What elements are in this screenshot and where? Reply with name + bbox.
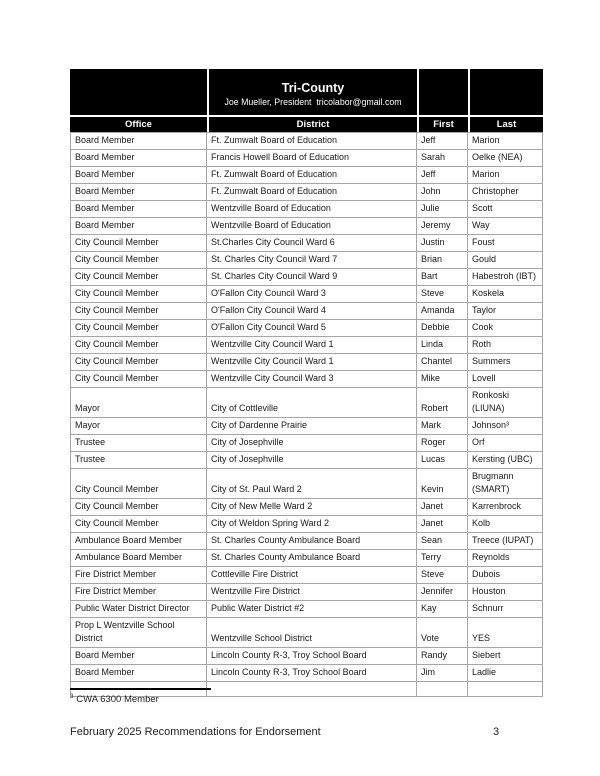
last-cell: Gould [468, 252, 543, 269]
office-cell: Board Member [70, 150, 207, 167]
last-cell: Schnurr [468, 601, 543, 618]
district-cell: St. Charles City Council Ward 7 [207, 252, 417, 269]
office-cell: Board Member [70, 132, 207, 150]
first-cell: Linda [417, 337, 468, 354]
district-cell: O'Fallon City Council Ward 4 [207, 303, 417, 320]
table-row [70, 235, 543, 252]
first-cell: Randy [417, 648, 468, 665]
last-cell: Reynolds [468, 550, 543, 567]
first-cell: Jennifer [417, 584, 468, 601]
first-cell: Debbie [417, 320, 468, 337]
office-cell: Prop L Wentzville School District [70, 618, 207, 648]
last-cell: Marion [468, 167, 543, 184]
first-cell: Chantel [417, 354, 468, 371]
table-row [70, 499, 543, 516]
banner-empty-cell-1 [70, 69, 207, 117]
last-cell: Way [468, 218, 543, 235]
district-cell: Wentzville Board of Education [207, 201, 417, 218]
banner-empty-cell-3 [468, 69, 543, 117]
office-cell: Fire District Member [70, 584, 207, 601]
last-cell: Habestroh (IBT) [468, 269, 543, 286]
column-header-district: District [207, 117, 417, 132]
first-cell: Steve [417, 567, 468, 584]
district-cell: St. Charles County Ambulance Board [207, 533, 417, 550]
first-cell: Jeremy [417, 218, 468, 235]
office-cell: City Council Member [70, 303, 207, 320]
last-cell [468, 682, 543, 697]
office-cell: City Council Member [70, 286, 207, 303]
table-row [70, 418, 543, 435]
first-cell: Janet [417, 516, 468, 533]
table-row [70, 269, 543, 286]
table-row [70, 665, 543, 682]
district-cell: City of Dardenne Prairie [207, 418, 417, 435]
table-row [70, 320, 543, 337]
table-row [70, 601, 543, 618]
table-row [70, 533, 543, 550]
footnote-divider [70, 688, 211, 690]
organization-contact: Joe Mueller, President tricolabor@gmail.com [224, 96, 402, 107]
district-cell: City of Josephville [207, 452, 417, 469]
district-cell: Ft. Zumwalt Board of Education [207, 132, 417, 150]
last-cell: Taylor [468, 303, 543, 320]
district-cell: St. Charles City Council Ward 9 [207, 269, 417, 286]
first-cell: Amanda [417, 303, 468, 320]
first-cell: Janet [417, 499, 468, 516]
last-cell: Koskela [468, 286, 543, 303]
office-cell: Mayor [70, 418, 207, 435]
office-cell: City Council Member [70, 337, 207, 354]
last-cell: Kersting (UBC) [468, 452, 543, 469]
first-cell: Lucas [417, 452, 468, 469]
table-row [70, 584, 543, 601]
district-cell [207, 682, 417, 697]
last-cell: Brugmann (SMART) [468, 469, 543, 499]
district-cell: City of Weldon Spring Ward 2 [207, 516, 417, 533]
first-cell: Brian [417, 252, 468, 269]
last-cell: YES [468, 618, 543, 648]
office-cell: Public Water District Director [70, 601, 207, 618]
first-cell: Roger [417, 435, 468, 452]
district-cell: Public Water District #2 [207, 601, 417, 618]
first-cell: Jeff [417, 167, 468, 184]
last-cell: Oelke (NEA) [468, 150, 543, 167]
page-number: 3 [493, 726, 500, 738]
table-row [70, 452, 543, 469]
office-cell: City Council Member [70, 469, 207, 499]
last-cell: Kolb [468, 516, 543, 533]
column-header-office: Office [70, 117, 207, 132]
last-cell: Roth [468, 337, 543, 354]
banner-empty-cell-2 [417, 69, 468, 117]
table-row [70, 354, 543, 371]
last-cell: Treece (IUPAT) [468, 533, 543, 550]
last-cell: Orf [468, 435, 543, 452]
first-cell: John [417, 184, 468, 201]
column-header-first: First [417, 117, 468, 132]
table-body [70, 132, 543, 697]
first-cell: Julie [417, 201, 468, 218]
district-cell: St.Charles City Council Ward 6 [207, 235, 417, 252]
last-cell: Dubois [468, 567, 543, 584]
last-cell: Ladlie [468, 665, 543, 682]
district-cell: Lincoln County R-3, Troy School Board [207, 665, 417, 682]
table-row [70, 567, 543, 584]
footer-title: February 2025 Recommendations for Endorsement [70, 726, 321, 738]
first-cell: Justin [417, 235, 468, 252]
first-cell: Jim [417, 665, 468, 682]
table-row [70, 648, 543, 665]
first-cell: Steve [417, 286, 468, 303]
table-row [70, 303, 543, 320]
table-row [70, 218, 543, 235]
endorsement-table [70, 69, 543, 697]
first-cell: Mike [417, 371, 468, 388]
office-cell: Board Member [70, 665, 207, 682]
first-cell: Robert [417, 388, 468, 418]
table-row [70, 184, 543, 201]
office-cell: City Council Member [70, 320, 207, 337]
office-cell: City Council Member [70, 516, 207, 533]
office-cell: City Council Member [70, 269, 207, 286]
footnote [70, 693, 159, 705]
first-cell: Terry [417, 550, 468, 567]
first-cell: Jeff [417, 132, 468, 150]
first-cell: Mark [417, 418, 468, 435]
column-header-last: Last [468, 117, 543, 132]
last-cell: Summers [468, 354, 543, 371]
first-cell: Sean [417, 533, 468, 550]
last-cell: Siebert [468, 648, 543, 665]
district-cell: Francis Howell Board of Education [207, 150, 417, 167]
last-cell: Cook [468, 320, 543, 337]
office-cell: Mayor [70, 388, 207, 418]
office-cell: Board Member [70, 201, 207, 218]
office-cell: City Council Member [70, 371, 207, 388]
office-cell: City Council Member [70, 499, 207, 516]
district-cell: Wentzville Board of Education [207, 218, 417, 235]
office-cell: Ambulance Board Member [70, 550, 207, 567]
last-cell: Ronkoski (LIUNA) [468, 388, 543, 418]
table-row [70, 286, 543, 303]
office-cell: Ambulance Board Member [70, 533, 207, 550]
last-cell: Scott [468, 201, 543, 218]
first-cell [417, 682, 468, 697]
office-cell: Board Member [70, 648, 207, 665]
table-row [70, 371, 543, 388]
last-cell: Marion [468, 132, 543, 150]
district-cell: Wentzville City Council Ward 1 [207, 337, 417, 354]
table-row [70, 132, 543, 150]
district-cell: City of Josephville [207, 435, 417, 452]
district-cell: Wentzville City Council Ward 3 [207, 371, 417, 388]
table-row [70, 550, 543, 567]
first-cell: Kevin [417, 469, 468, 499]
office-cell: Board Member [70, 218, 207, 235]
last-cell: Lovell [468, 371, 543, 388]
last-cell: Christopher [468, 184, 543, 201]
last-cell: Karrenbrock [468, 499, 543, 516]
district-cell: Wentzville School District [207, 618, 417, 648]
banner-title-cell [207, 69, 417, 117]
table-row [70, 252, 543, 269]
organization-title: Tri-County [281, 80, 345, 95]
first-cell: Vote [417, 618, 468, 648]
office-cell: Board Member [70, 184, 207, 201]
district-cell: City of Cottleville [207, 388, 417, 418]
table-row [70, 150, 543, 167]
last-cell: Houston [468, 584, 543, 601]
last-cell: Foust [468, 235, 543, 252]
table-row [70, 337, 543, 354]
office-cell: Trustee [70, 452, 207, 469]
office-cell: Fire District Member [70, 567, 207, 584]
table-row [70, 618, 543, 648]
district-cell: Wentzville City Council Ward 1 [207, 354, 417, 371]
table-row [70, 435, 543, 452]
table-row [70, 201, 543, 218]
district-cell: City of St. Paul Ward 2 [207, 469, 417, 499]
table-row [70, 167, 543, 184]
office-cell: City Council Member [70, 252, 207, 269]
district-cell: O'Fallon City Council Ward 3 [207, 286, 417, 303]
first-cell: Bart [417, 269, 468, 286]
district-cell: Lincoln County R-3, Troy School Board [207, 648, 417, 665]
district-cell: Cottleville Fire District [207, 567, 417, 584]
district-cell: Ft. Zumwalt Board of Education [207, 184, 417, 201]
office-cell: Trustee [70, 435, 207, 452]
office-cell: City Council Member [70, 235, 207, 252]
district-cell: City of New Melle Ward 2 [207, 499, 417, 516]
first-cell: Sarah [417, 150, 468, 167]
footnote-text: CWA 6300 Member [73, 694, 159, 706]
table-row [70, 388, 543, 418]
office-cell: City Council Member [70, 354, 207, 371]
district-cell: O'Fallon City Council Ward 5 [207, 320, 417, 337]
last-cell: Johnson³ [468, 418, 543, 435]
office-cell: Board Member [70, 167, 207, 184]
table-row [70, 469, 543, 499]
district-cell: St. Charles County Ambulance Board [207, 550, 417, 567]
column-header-row [70, 117, 543, 132]
first-cell: Kay [417, 601, 468, 618]
footnote-marker: 3 [70, 693, 74, 700]
table-banner-row [70, 69, 543, 117]
district-cell: Wentzville Fire District [207, 584, 417, 601]
table-row [70, 516, 543, 533]
district-cell: Ft. Zumwalt Board of Education [207, 167, 417, 184]
